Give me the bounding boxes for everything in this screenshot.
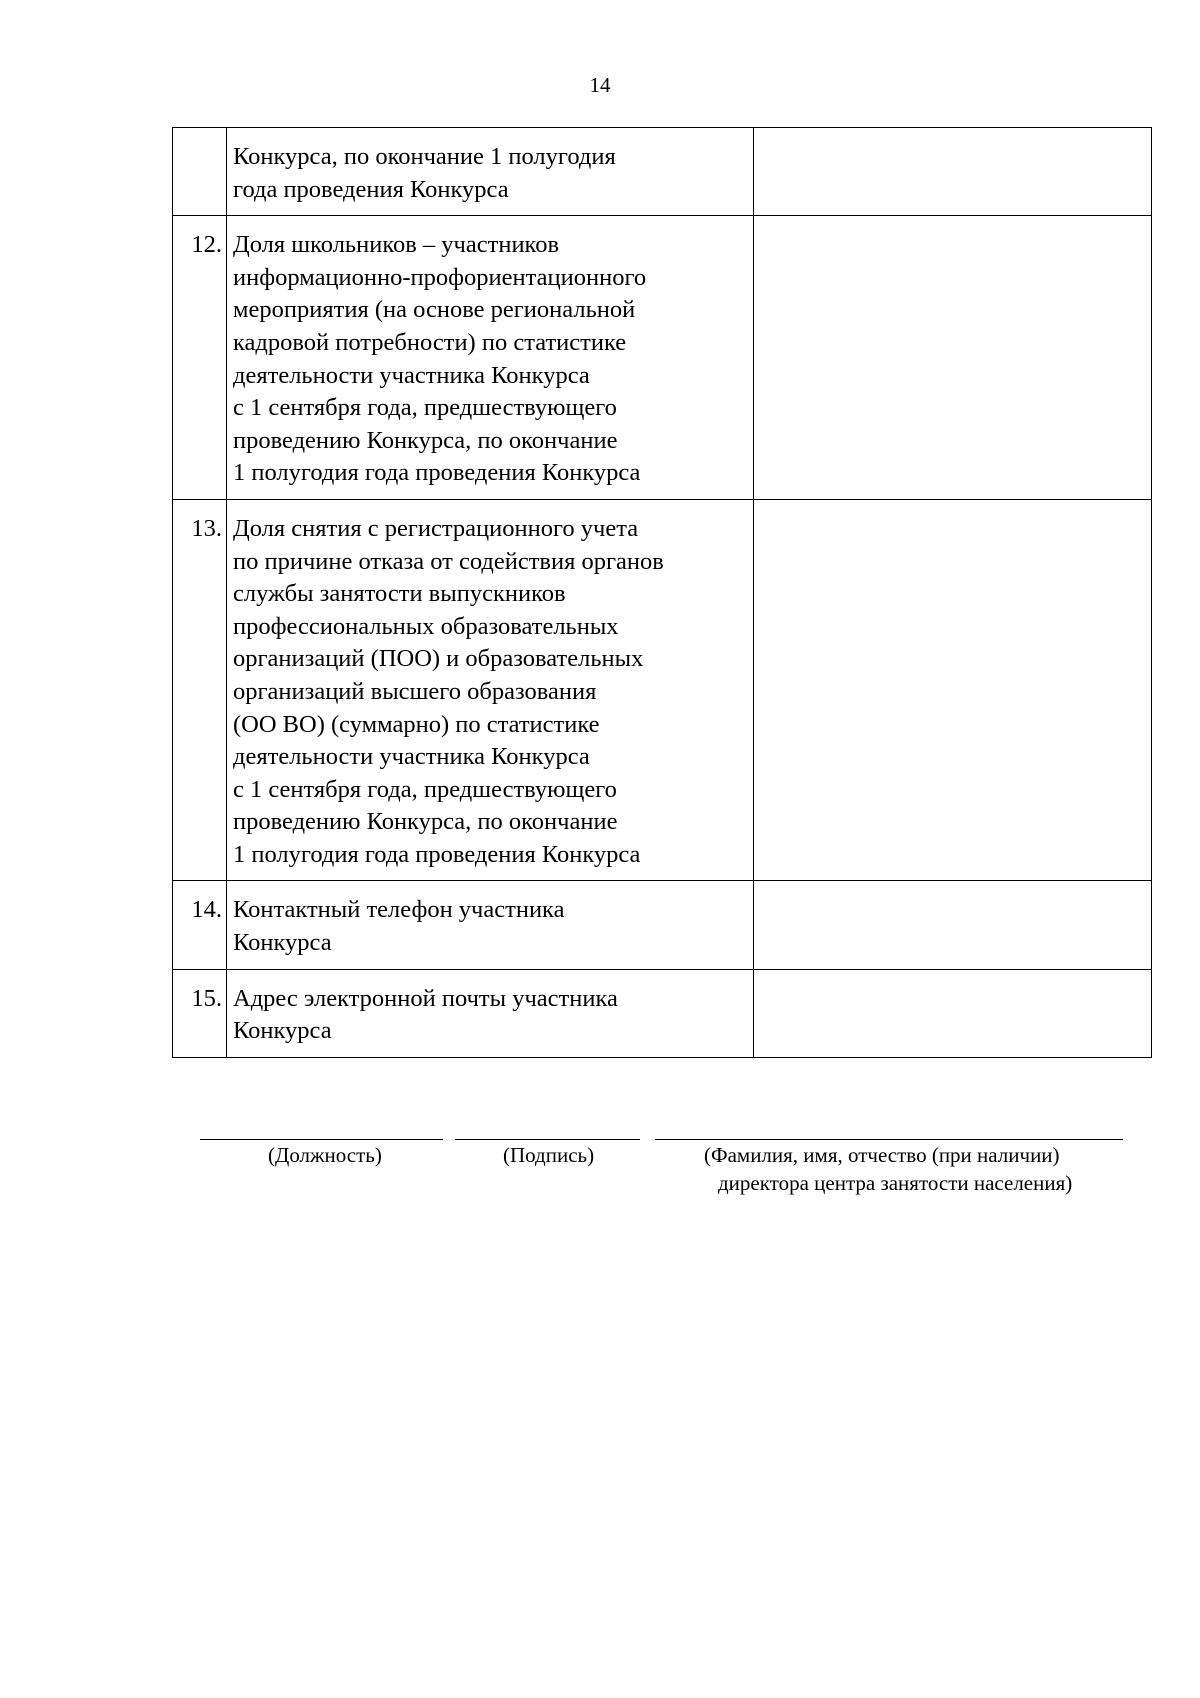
description-line: (ОО ВО) (суммарно) по статистике — [233, 710, 600, 738]
table-row — [173, 499, 1152, 881]
description-line: деятельности участника Конкурса — [233, 743, 590, 771]
description-line: службы занятости выпускников — [233, 580, 566, 608]
row-number: 12. — [173, 216, 227, 500]
row-value-cell[interactable] — [754, 216, 1152, 500]
description-line: кадровой потребности) по статистике — [233, 328, 627, 356]
description-line: мероприятия (на основе региональной — [233, 296, 636, 324]
description-line: профессиональных образовательных — [233, 612, 619, 640]
row-number: 14. — [173, 881, 227, 969]
description-line: 1 полугодия года проведения Конкурса — [233, 840, 641, 868]
description-line: года проведения Конкурса — [233, 175, 509, 203]
description-line: Конкурса, по окончание 1 полугодия — [233, 143, 616, 170]
row-description — [227, 499, 754, 881]
signature-caption: (Подпись) — [503, 1143, 595, 1167]
description-line: информационно-профориентационного — [233, 263, 647, 291]
row-description — [227, 128, 754, 216]
description-line: с 1 сентября года, предшествующего — [233, 775, 617, 803]
row-number: 15. — [173, 969, 227, 1057]
description-line: проведению Конкурса, по окончание — [233, 808, 618, 836]
row-number: 13. — [173, 499, 227, 881]
row-description — [227, 216, 754, 500]
table-row — [173, 969, 1152, 1057]
row-value-cell[interactable] — [754, 128, 1152, 216]
description-line: проведению Конкурса, по окончание — [233, 426, 618, 454]
position-signature-line[interactable] — [200, 1139, 443, 1140]
description-line: 1 полугодия года проведения Конкурса — [233, 459, 641, 487]
description-line: организаций (ПОО) и образовательных — [233, 645, 644, 673]
row-description — [227, 969, 754, 1057]
full-name-caption-line2: директора центра занятости населения) — [718, 1171, 1073, 1195]
page-number: 14 — [589, 73, 611, 97]
description-line: Конкурса — [233, 929, 332, 957]
row-number — [173, 128, 227, 216]
full-name-caption-line1: (Фамилия, имя, отчество (при наличии) — [704, 1143, 1060, 1167]
description-line: Доля школьников – участников — [233, 231, 560, 259]
table-row — [173, 881, 1152, 969]
description-line: Доля снятия с регистрационного учета — [233, 514, 639, 542]
row-value-cell[interactable] — [754, 881, 1152, 969]
description-line: по причине отказа от содействия органов — [233, 547, 664, 575]
description-line: деятельности участника Конкурса — [233, 361, 590, 389]
description-line: Адрес электронной почты участника — [233, 984, 618, 1012]
row-value-cell[interactable] — [754, 499, 1152, 881]
position-caption: (Должность) — [268, 1143, 382, 1167]
row-value-cell[interactable] — [754, 969, 1152, 1057]
application-form-table — [172, 127, 1152, 1058]
description-line: Контактный телефон участника — [233, 896, 565, 924]
description-line: организаций высшего образования — [233, 677, 597, 705]
description-line: Конкурса — [233, 1017, 332, 1045]
signature-line[interactable] — [455, 1139, 640, 1140]
table-row — [173, 128, 1152, 216]
row-description — [227, 881, 754, 969]
description-line: с 1 сентября года, предшествующего — [233, 394, 617, 422]
table-row — [173, 216, 1152, 500]
full-name-signature-line[interactable] — [655, 1139, 1123, 1140]
